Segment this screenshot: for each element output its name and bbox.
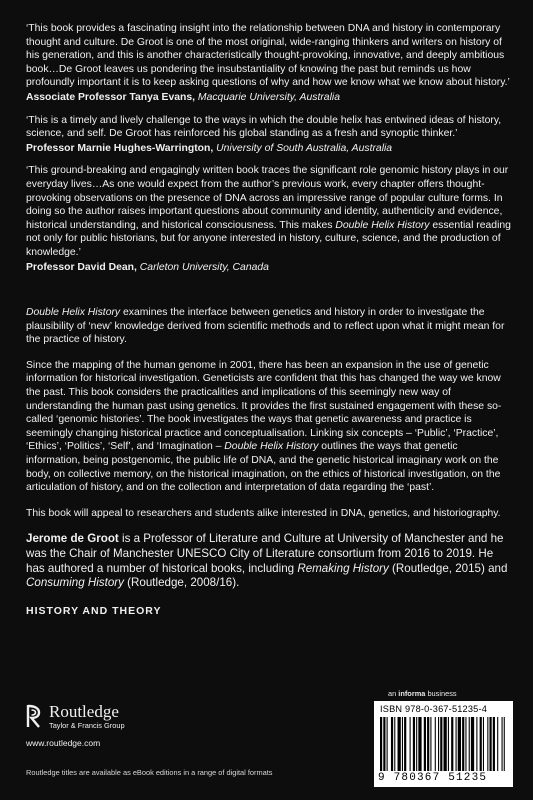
endorsement-3: ‘This ground-breaking and engagingly written book traces the significant role genomic history plays in our everyday lives…As one would expect from the author’s previous work, every chapter offers thought-provoking observations on the presence of DNA across an impressive range of popular culture forms. In doing so the author raises important questions about community and identity, authenticity and evidence, historical understanding, and historical consciousness. This makes Double Helix History essential reading not only for public historians, but for anyone interested in history, culture, science, and the production of knowledge.’ Professor David Dean, Carleton University, Canada [26,164,514,274]
barcode-bar [430,717,431,771]
author-name: Jerome de Groot [26,532,119,546]
subject-category: HISTORY AND THEORY [26,604,162,617]
author-bio: Jerome de Groot is a Professor of Literature and Culture at University of Manchester and he was the Chair of Manchester UNESCO City of Literature consortium from 2016 to 2019. He has authored a number of historical books, including Remaking History (Routledge, 2015) and Consuming History (Routledge, 2008/16). [26,532,508,590]
description-paragraph-3: This book will appeal to researchers and students alike interested in DNA, genetics, and historiography. [26,507,501,519]
barcode-bar [383,717,385,771]
back-cover-text [26,22,514,617]
isbn-barcode [374,701,513,787]
barcode-bar [427,717,429,771]
barcode-bar [456,717,457,771]
barcode-bar [398,717,401,771]
book-title: Double Helix History [335,219,430,231]
barcode-bar [471,717,474,771]
barcode-bar [435,717,436,771]
barcode-bar [480,717,482,771]
barcode-bar [394,717,395,771]
barcode-bar [424,717,426,771]
barcode-bar [438,717,439,771]
barcode-bar [402,717,403,771]
endorsement-2: ‘This is a timely and lively challenge to the ways in which the double helix has entwined ideas of history, science, and self. De Groot has reinforced his global standing as a fresh and synoptic thinker.’ Professor Marnie Hughes-Warrington, University of South Australia, Australia [26,114,514,156]
barcode-bar [404,717,406,771]
endorser-name: Professor Marnie Hughes-Warrington [26,142,211,154]
barcode-bar [451,717,453,771]
barcode-bar [483,717,484,771]
description-paragraph-2: Since the mapping of the human genome in 2001, there has been an expansion in the use of genetic information for historical investigation. Geneticists are confident that this has changed the way we know the past. This book considers the practicalities and implications of this seemingly new way of understanding the human past using genetics. It provides the first sustained engagement with these so-called ‘genomic histories’. The book investigates the ways that genetic awareness and practice is seemingly changing historical practice and conceptualisation. Linking six concepts – ‘Public’, ‘Practice’, ‘Ethics’, ‘Politics’, ‘Self’, and ‘Imagination – Double Helix History outlines the ways that genetic information, being postgenomic, the public life of DNA, and the genetic historical imaginary work on the body, on collective memory, on the historical imagination, on the ethics of historical investigation, on the articulation of history, and on the collection and interpretation of data regarding the ‘past’. [26,359,502,494]
isbn-number: ISBN 978-0-367-51235-4 [380,704,488,714]
informa-brand: informa [398,689,426,698]
barcode-bars [380,717,507,771]
barcode-bar [380,717,382,771]
ebook-note: Routledge titles are available as eBook editions in a range of digital formats [26,768,273,777]
barcode-bar [502,717,503,771]
barcode-bar [458,717,461,771]
barcode-bar [493,717,495,771]
endorser-name: Professor David Dean [26,261,134,273]
endorser-institution: Carleton University, Canada [139,261,269,273]
publisher-url[interactable]: www.routledge.com [26,738,101,748]
barcode-bar [413,717,415,771]
informa-tagline: an informa business [388,689,457,698]
barcode-bar [489,717,491,771]
endorsement-text: ‘This ground-breaking and engagingly written book traces the significant role genomic history plays in our everyday lives…As one would expect from the author’s previous work, every chapter offers thought-provoking observations on the presence of DNA across an impressive range of popular culture forms. In doing so the author raises important questions about community and identity, authenticity and evidence, historical understanding, and historical consciousness. This makes Double Helix History essential reading not only for public historians, but for anyone interested in history, culture, science, and the production of knowledge.’ [26,165,511,258]
barcode-bar [487,717,488,771]
barcode-bar [465,717,466,771]
barcode-bar [410,717,411,771]
barcode-bar [418,717,421,771]
description-paragraph-1: Double Helix History examines the interface between genetics and history in order to investigate the plausibility of ‘new’ knowledge derived from scientific methods and to reflect upon what it might mean for the practice of history. [26,307,505,346]
endorser-name: Associate Professor Tanya Evans [26,91,193,103]
barcode-bar [469,717,470,771]
book-title: Double Helix History [26,307,121,319]
barcode-bar [444,717,447,771]
endorsement-text: ‘This book provides a fascinating insight into the relationship between DNA and history in contemporary thought and culture. De Groot is one of the most original, wide-ranging thinkers and writers on history of his generation, and this is another characteristically thought-provoking, innovative, and deeply ambitious book…De Groot leaves us pondering the insubstantiality of knowing the past but reminds us how profoundly important it is to keep asking questions of why and how we know what we know about history.’ [26,23,510,89]
endorsement-1: ‘This book provides a fascinating insight into the relationship between DNA and history in contemporary thought and culture. De Groot is one of the most original, wide-ranging thinkers and writers on history of his generation, and this is another characteristically thought-provoking, innovative, and deeply ambitious book…De Groot leaves us pondering the insubstantiality of knowing the past but reminds us how profoundly important it is to keep asking questions of why and how we know what we know about history.’ Associate Professor Tanya Evans, Macquarie University, Australia [26,22,514,105]
barcode-bar [391,717,393,771]
barcode-bar [387,717,388,771]
ean-digits: 9 780367 51235 [378,772,488,784]
endorsement-text: ‘This is a timely and lively challenge to the ways in which the double helix has entwined ideas of history, science, and self. De Groot has reinforced his global standing as a fresh and synoptic thinker.’ [26,114,502,140]
routledge-emblem-icon [26,703,42,729]
barcode-bar [476,717,477,771]
barcode-bar [504,717,505,771]
barcode-bar [497,717,498,771]
barcode-bar [440,717,442,771]
routledge-logo [26,703,125,730]
endorser-institution: Macquarie University, Australia [197,91,340,103]
book-title: Double Helix History [224,441,319,453]
publisher-name: Routledge [49,702,119,721]
barcode-bar [448,717,449,771]
endorser-institution: University of South Australia, Australia [216,142,393,154]
barcode-bar [416,717,417,771]
publisher-group: Taylor & Francis Group [49,721,125,730]
barcode-bar [462,717,464,771]
